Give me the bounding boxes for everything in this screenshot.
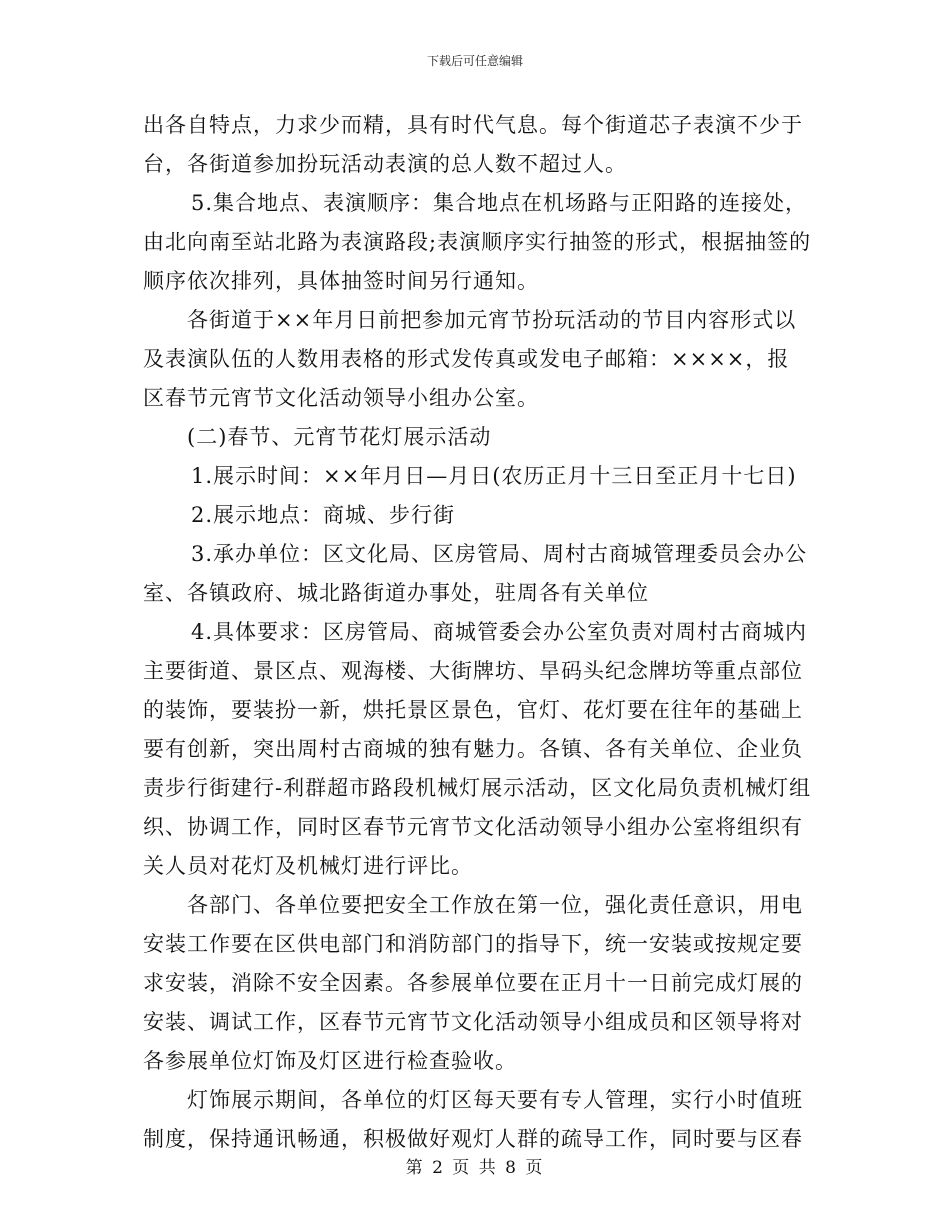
paragraph-assembly-order xyxy=(143,184,812,301)
text-line: 1.展示时间：××年月日—月日(农历正月十三日至正月十七日) xyxy=(191,464,797,488)
text-line: 出各自特点，力求少而精，具有时代气息。每个街道芯子表演不少于 xyxy=(143,113,803,137)
text-line: 安装、调试工作，区春节元宵节文化活动领导小组成员和区领导将对 xyxy=(143,1010,803,1034)
text-line: 2.展示地点：商城、步行街 xyxy=(191,503,456,527)
section-heading-lantern-display xyxy=(143,418,808,457)
paragraph-continuation xyxy=(143,106,808,184)
text-line: 要有创新，突出周村古商城的独有魅力。各镇、各有关单位、企业负 xyxy=(143,737,803,761)
paragraph-organizers xyxy=(143,535,808,613)
paragraph-safety xyxy=(143,886,808,1081)
paragraph-management xyxy=(143,1081,808,1159)
document-body xyxy=(143,106,812,1159)
text-line: 责步行街建行-利群超市路段机械灯展示活动，区文化局负责机械灯组 xyxy=(143,776,812,800)
text-line: 主要街道、景区点、观海楼、大街牌坊、旱码头纪念牌坊等重点部位 xyxy=(143,659,803,683)
text-line: 及表演队伍的人数用表格的形式发传真或发电子邮箱：××××，报 xyxy=(143,347,790,371)
text-line: 4.具体要求：区房管局、商城管委会办公室负责对周村古商城内 xyxy=(191,620,808,644)
text-line: 各参展单位灯饰及灯区进行检查验收。 xyxy=(143,1049,517,1073)
text-line: 区春节元宵节文化活动领导小组办公室。 xyxy=(143,386,539,410)
paragraph-requirements xyxy=(143,613,812,886)
text-line: 由北向南至站北路为表演路段;表演顺序实行抽签的形式，根据抽签的 xyxy=(143,230,812,254)
text-line: 安装工作要在区供电部门和消防部门的指导下，统一安装或按规定要 xyxy=(143,932,803,956)
text-line: 3.承办单位：区文化局、区房管局、周村古商城管理委员会办公 xyxy=(191,542,808,566)
text-line: 关人员对花灯及机械灯进行评比。 xyxy=(143,854,473,878)
text-line: 5.集合地点、表演顺序：集合地点在机场路与正阳路的连接处， xyxy=(191,191,808,215)
text-line: 制度，保持通讯畅通，积极做好观灯人群的疏导工作，同时要与区春 xyxy=(143,1127,803,1151)
page-number: 第 2 页 共 8 页 xyxy=(405,1158,545,1178)
text-line: 各部门、各单位要把安全工作放在第一位，强化责任意识，用电 xyxy=(187,893,803,917)
text-line: 顺序依次排列，具体抽签时间另行通知。 xyxy=(143,269,539,293)
paragraph-display-time xyxy=(143,457,808,496)
paragraph-display-location xyxy=(143,496,808,535)
paragraph-submission xyxy=(143,301,808,418)
page-header-note: 下载后可任意编辑 xyxy=(426,54,523,68)
text-line: 灯饰展示期间，各单位的灯区每天要有专人管理，实行小时值班 xyxy=(187,1088,803,1112)
text-line: 的装饰，要装扮一新，烘托景区景色，官灯、花灯要在往年的基础上 xyxy=(143,698,803,722)
text-line: 室、各镇政府、城北路街道办事处，驻周各有关单位 xyxy=(143,581,649,605)
text-line: 求安装，消除不安全因素。各参展单位要在正月十一日前完成灯展的 xyxy=(143,971,803,995)
text-line: (二)春节、元宵节花灯展示活动 xyxy=(187,425,492,449)
text-line: 台，各街道参加扮玩活动表演的总人数不超过人。 xyxy=(143,152,627,176)
text-line: 织、协调工作，同时区春节元宵节文化活动领导小组办公室将组织有 xyxy=(143,815,803,839)
text-line: 各街道于××年月日前把参加元宵节扮玩活动的节目内容形式以 xyxy=(187,308,797,332)
